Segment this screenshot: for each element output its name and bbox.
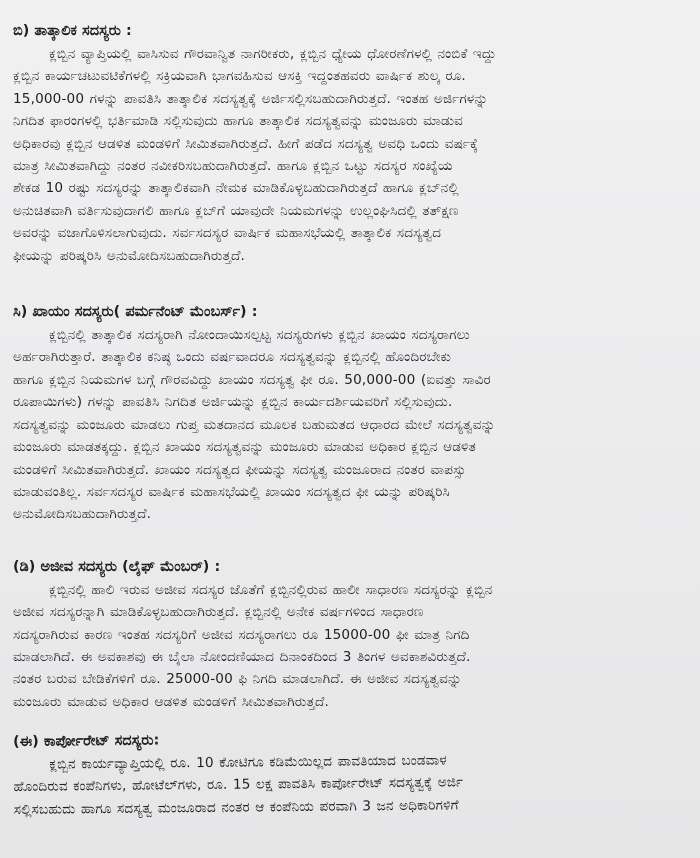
- text-line: ಫೀಯನ್ನು ಪರಿಷ್ಕರಿಸಿ ಅನುಮೋದಿಸಬಹುದಾಗಿರುತ್ತದೆ.: [13, 247, 245, 264]
- section-heading: (ಈ) ಕಾರ್ಪೋರೇಟ್ ಸದಸ್ಯರು:: [13, 732, 160, 751]
- text-line: ಹೊಂದಿರುವ ಕಂಪೆನಿಗಳು, ಹೋಟೆಲ್‌ಗಳು, ರೂ. 15 ಲಕ್ಷ ಪಾವತಿಸಿ ಕಾರ್ಪೋರೇಟ್ ಸದಸ್ಯತ್ವಕ್ಕೆ ಅರ್ಜಿ: [13, 774, 464, 796]
- text-line: ಅವರನ್ನು ವಜಾಗೊಳಿಸಲಾಗುವುದು. ಸರ್ವಸದಸ್ಯರ ವಾರ್ಷಿಕ ಮಹಾಸಭೆಯಲ್ಲಿ ತಾತ್ಕಾಲಿಕ ಸದಸ್ಯತ್ವದ: [13, 225, 442, 242]
- text-line: ಅನುಮೋದಿಸಬಹುದಾಗಿರುತ್ತದೆ.: [13, 506, 152, 523]
- section-paragraph: [13, 324, 684, 526]
- text-line: ಕ್ಲಬ್ಬಿನ ಕಾರ್ಯಚಟುವಟಿಕೆಗಳಲ್ಲಿ ಸಕ್ರಿಯವಾಗಿ ಭಾಗವಹಿಸುವ ಆಸಕ್ತಿ ಇದ್ದಂತಹವರು ವಾರ್ಷಿಕ ಶುಲ್ಕ ರೂ.: [13, 68, 466, 85]
- text-line: ನಂತರ ಬರುವ ಬೇಡಿಕೆಗಳಿಗೆ ರೂ. 25000-00 ಫಿ ನಿಗದಿ ಮಾಡಲಾಗಿದೆ. ಈ ಅಜೀವ ಸದಸ್ಯತ್ವವನ್ನು: [13, 671, 462, 688]
- text-line: ಕ್ಲಬ್ಬಿನಲ್ಲಿ ಹಾಲಿ ಇರುವ ಅಜೀವ ಸದಸ್ಯರ ಜೊತೆಗೆ ಕ್ಲಬ್ಬಿನಲ್ಲಿರುವ ಹಾಲೀ ಸಾಧಾರಣ ಸದಸ್ಯರನ್ನು ಕ್ಲಬ್ಬಿನ: [49, 581, 493, 598]
- text-line: ಅರ್ಹರಾಗಿರುತ್ತಾರೆ. ತಾತ್ಕಾಲಿಕ ಕನಿಷ್ಠ ಒಂದು ವರ್ಷವಾದರೂ ಸದಸ್ಯತ್ವವನ್ನು ಕ್ಲಬ್ಬಿನಲ್ಲಿ ಹೊಂದಿರಬೇಕು: [13, 349, 452, 366]
- section-heading: ಸಿ) ಖಾಯಂ ಸದಸ್ಯರು( ಪರ್ಮನೆಂಟ್ ಮೆಂಬರ್ಸ್) :: [13, 304, 258, 321]
- section-heading: (ಡಿ) ಅಜೀವ ಸದಸ್ಯರು (ಲೈಫ್ ಮೆಂಬರ್) :: [13, 558, 221, 575]
- section-spacer: [13, 267, 684, 301]
- text-line: ಹಾಗೂ ಕ್ಲಬ್ಬಿನ ನಿಯಮಗಳ ಬಗ್ಗೆ ಗೌರವವಿದ್ದು ಖಾಯಂ ಸದಸ್ಯತ್ವ ಫೀ ರೂ. 50,000-00 (ಐವತ್ತು ಸಾವಿರ: [13, 371, 491, 388]
- text-line: ರೂಪಾಯಿಗಳು) ಗಳನ್ನು ಪಾವತಿಸಿ ನಿಗದಿತ ಅರ್ಜಿಯನ್ನು ಕ್ಲಬ್ಬಿನ ಕಾರ್ಯದರ್ಶಿಯವರಿಗೆ ಸಲ್ಲಿಸುವುದು.: [13, 394, 453, 411]
- text-line: ಸಲ್ಲಿಸಬಹುದು ಹಾಗೂ ಸದಸ್ಯತ್ವ ಮಂಜೂರಾದ ನಂತರ ಆ ಕಂಪೆನಿಯ ಪರವಾಗಿ 3 ಜನ ಅಧಿಕಾರಿಗಳಿಗೆ: [13, 797, 459, 818]
- section-heading: ಬಿ) ತಾತ್ಕಾಲಿಕ ಸದಸ್ಯರು :: [13, 23, 132, 39]
- text-line: ಅಧಿಕಾರವು ಕ್ಲಬ್ಬಿನ ಆಡಳಿತ ಮಂಡಳಿಗೆ ಸೀಮಿತವಾಗಿರುತ್ತದೆ. ಹೀಗೆ ಪಡೆದ ಸದಸ್ಯತ್ವ ಅವಧಿ ಒಂದು ವರ್ಷಕ್ಕೆ: [13, 135, 479, 152]
- section-spacer: [13, 526, 684, 556]
- text-line: ಅಜೀವ ಸದಸ್ಯರನ್ನಾಗಿ ಮಾಡಿಕೊಳ್ಳಬಹುದಾಗಿರುತ್ತದೆ. ಕ್ಲಬ್ಬಿನಲ್ಲಿ ಅನೇಕ ವರ್ಷಗಳಿಂದ ಸಾಧಾರಣ: [13, 604, 424, 621]
- text-line: ಸದಸ್ಯರಾಗಿರುವ ಕಾರಣ ಇಂತಹ ಸದಸ್ಯರಿಗೆ ಅಜೀವ ಸದಸ್ಯರಾಗಲು ರೂ 15000-00 ಫೀ ಮಾತ್ರ ನಿಗದಿ: [13, 626, 470, 643]
- section-life-members: [13, 556, 684, 713]
- text-line: ಮಾಡುವಂತಿಲ್ಲ. ಸರ್ವಸದಸ್ಯರ ವಾರ್ಷಿಕ ಮಹಾಸಭೆಯಲ್ಲಿ ಖಾಯಂ ಸದಸ್ಯತ್ವದ ಫೀ ಯನ್ನು ಪರಿಷ್ಕರಿಸಿ: [13, 483, 450, 500]
- text-line: ಮಂಜೂರು ಮಾಡತಕ್ಕದ್ದು. ಕ್ಲಬ್ಬಿನ ಖಾಯಂ ಸದಸ್ಯತ್ವವನ್ನು ಮಂಜೂರು ಮಾಡುವ ಅಧಿಕಾರ ಕ್ಲಬ್ಬಿನ ಆಡಳಿತ: [13, 439, 476, 456]
- text-line: ನಿಗದಿತ ಫಾರಂಗಳಲ್ಲಿ ಭರ್ತಿಮಾಡಿ ಸಲ್ಲಿಸುವುದು ಹಾಗೂ ತಾತ್ಕಾಲಿಕ ಸದಸ್ಯತ್ವವನ್ನು ಮಂಜೂರು ಮಾಡುವ: [13, 113, 464, 130]
- section-paragraph: [13, 579, 684, 713]
- section-paragraph: [13, 43, 684, 267]
- text-line: ಮಂಡಳಿಗೆ ಸೀಮಿತವಾಗಿರುತ್ತದೆ. ಖಾಯಂ ಸದಸ್ಯತ್ವದ ಫೀಯನ್ನು ಸದಸ್ಯತ್ವ ಮಂಜೂರಾದ ನಂತರ ವಾಪಸ್ಸು: [13, 461, 467, 478]
- text-line: ಕ್ಲಬ್ಬಿನ ಕಾರ್ಯವ್ಯಾಪ್ತಿಯಲ್ಲಿ ರೂ. 10 ಕೋಟಿಗೂ ಕಡಿಮೆಯಿಲ್ಲದ ಪಾವತಿಯಾದ ಬಂಡವಾಳ: [49, 752, 447, 773]
- text-line: ಕ್ಲಬ್ಬಿನಲ್ಲಿ ತಾತ್ಕಾಲಿಕ ಸದಸ್ಯರಾಗಿ ನೋಂದಾಯಿಸಲ್ಪಟ್ಟ ಸದಸ್ಯರುಗಳು ಕ್ಲಬ್ಬಿನ ಖಾಯಂ ಸದಸ್ಯರಾಗಲು: [49, 327, 470, 344]
- text-line: ಮಾಡಲಾಗಿದೆ. ಈ ಅವಕಾಶವು ಈ ಬೈಲಾ ನೋಂದಣಿಯಾದ ದಿನಾಂಕದಿಂದ 3 ತಿಂಗಳ ಅವಕಾಶವಿರುತ್ತದೆ.: [13, 648, 471, 665]
- section-temporary-members: [13, 20, 684, 267]
- section-permanent-members: [13, 301, 684, 526]
- text-line: ಅನುಚಿತವಾಗಿ ವರ್ತಿಸುವುದಾಗಲಿ ಹಾಗೂ ಕ್ಲಬ್‌ಗೆ ಯಾವುದೇ ನಿಯಮಗಳನ್ನು ಉಲ್ಲಂಘಿಸಿದಲ್ಲಿ ತತ್‌ಕ್ಷಣ: [13, 202, 459, 219]
- section-corporate-members: [13, 724, 685, 821]
- text-line: ಶೇಕಡ 10 ರಷ್ಟು ಸದಸ್ಯರನ್ನು ತಾತ್ಕಾಲಿಕವಾಗಿ ನೇಮಕ ಮಾಡಿಕೊಳ್ಳಬಹುದಾಗಿರುತ್ತದೆ ಹಾಗೂ ಕ್ಲಬ್‌ನಲ್ಲಿ: [13, 180, 459, 197]
- text-line: ಮಂಜೂರು ಮಾಡುವ ಅಧಿಕಾರ ಆಡಳಿತ ಮಂಡಳಿಗೆ ಸೀಮಿತವಾಗಿರುತ್ತದೆ.: [13, 693, 329, 710]
- section-paragraph: [13, 747, 685, 821]
- text-line: ಕ್ಲಬ್ಬಿನ ವ್ಯಾಪ್ತಿಯಲ್ಲಿ ವಾಸಿಸುವ ಗೌರವಾನ್ವಿತ ನಾಗರೀಕರು, ಕ್ಲಬ್ಬಿನ ಧ್ಯೇಯ ಧೋರಣೆಗಳಲ್ಲಿ ನಂಬಿಕೆ ಇದ್ದು: [49, 46, 497, 62]
- text-line: ಸದಸ್ಯತ್ವವನ್ನು ಮಂಜೂರು ಮಾಡಲು ಗುಪ್ತ ಮತದಾನದ ಮೂಲಕ ಬಹುಮತದ ಆಧಾರದ ಮೇಲೆ ಸದಸ್ಯತ್ವವನ್ನು: [13, 416, 496, 433]
- text-line: 15,000-00 ಗಳನ್ನು ಪಾವತಿಸಿ ತಾತ್ಕಾಲಿಕ ಸದಸ್ಯತ್ವಕ್ಕೆ ಅರ್ಜಿಸಲ್ಲಿಸಬಹುದಾಗಿರುತ್ತದೆ. ಇಂತಹ ಅರ್ಜಿಗಳನ್ನು: [13, 90, 489, 107]
- text-line: ಮಾತ್ರ ಸೀಮಿತವಾಗಿದ್ದು ನಂತರ ನವೀಕರಿಸಬಹುದಾಗಿರುತ್ತದೆ. ಹಾಗೂ ಕ್ಲಬ್ಬಿನ ಒಟ್ಟು ಸದಸ್ಯರ ಸಂಖ್ಯೆಯ: [13, 158, 453, 175]
